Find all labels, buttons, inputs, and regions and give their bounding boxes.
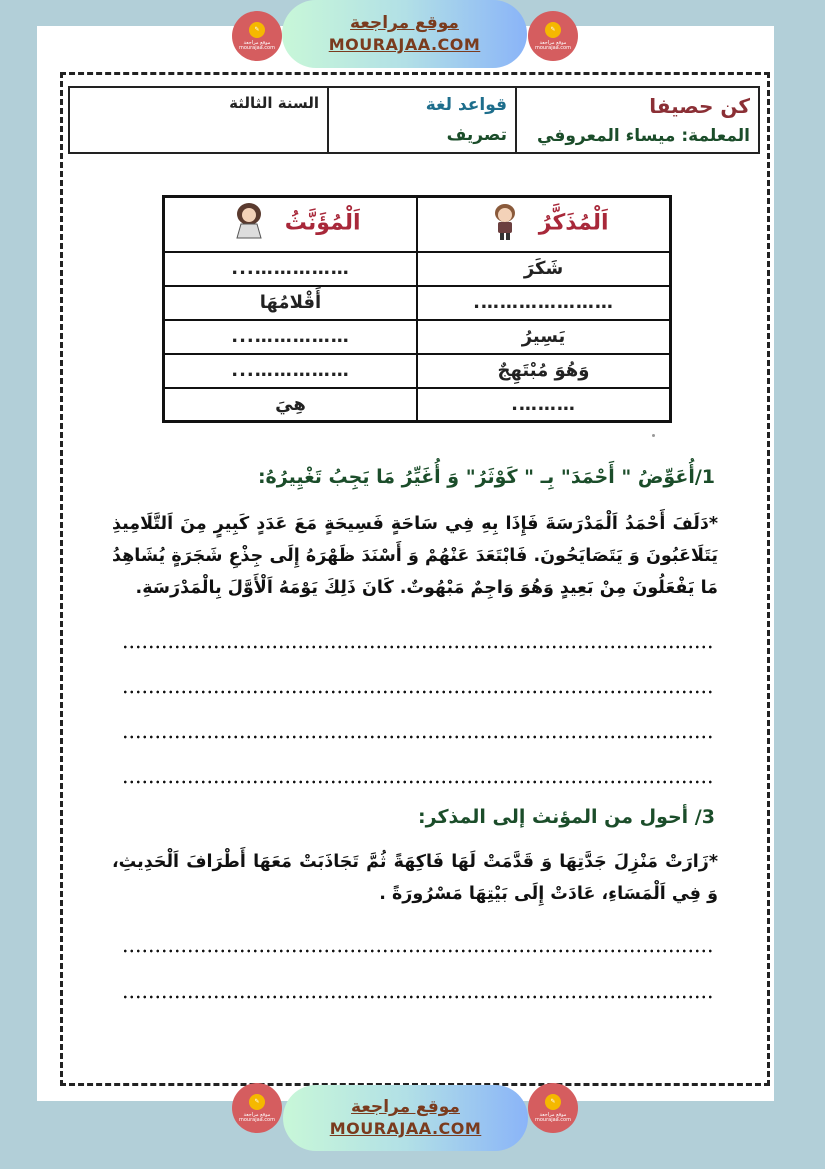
logo-caption: موقع مراجعة mourajaa.com <box>238 1111 275 1123</box>
answer-line-1[interactable] <box>122 645 714 649</box>
feminine-cell: هِيَ <box>164 388 418 422</box>
student-motto: كن حصيفا <box>649 94 750 118</box>
table-row <box>164 354 671 388</box>
header-year-cell <box>70 88 327 152</box>
worksheet-header <box>68 86 760 154</box>
table-header-row <box>164 197 671 252</box>
book-icon: ✎ <box>545 1094 561 1110</box>
banner-site-link[interactable]: MOURAJAA.COM <box>328 35 481 54</box>
school-year: السنة الثالثة <box>229 94 319 112</box>
question-3-title: 3/ أحول من المؤنث إلى المذكر: <box>418 806 715 828</box>
site-logo-right-top[interactable] <box>528 11 578 61</box>
logo-caption: موقع مراجعة mourajaa.com <box>534 1111 571 1123</box>
answer-line-5[interactable] <box>122 949 714 953</box>
answer-line-4[interactable] <box>122 780 714 784</box>
table-row <box>164 252 671 286</box>
logo-caption: موقع مراجعة mourajaa.com <box>534 39 571 51</box>
masculine-header-cell <box>417 197 671 252</box>
logo-caption: موقع مراجعة mourajaa.com <box>238 39 275 51</box>
answer-line-6[interactable] <box>122 995 714 999</box>
feminine-header-cell <box>164 197 418 252</box>
header-name-cell <box>515 88 758 152</box>
question-3-passage: *زَارَتْ مَنْزِلَ جَدَّتِهَا وَ قَدَّمَتْ لَهَا فَاكِهَةً ثُمَّ تَجَاذَبَتْ مَعَهَا أَطْرَافَ اَلْحَدِيثِ، وَ فِي اَلْمَسَاءِ، عَادَتْ إِلَى بَيْتِهَا مَسْرُورَةً . <box>112 852 718 904</box>
book-icon: ✎ <box>249 22 265 38</box>
girl-icon <box>234 202 264 247</box>
site-banner-bottom[interactable] <box>283 1085 528 1151</box>
table-row <box>164 286 671 320</box>
boy-icon <box>492 203 518 246</box>
table-row <box>164 320 671 354</box>
masculine-answer-field[interactable]: …………………. <box>417 286 671 320</box>
feminine-answer-field[interactable]: ……………... <box>164 252 418 286</box>
feminine-answer-field[interactable]: ……………... <box>164 320 418 354</box>
banner-arabic-title: موقع مراجعة <box>350 13 459 33</box>
site-logo-right-bottom[interactable] <box>528 1083 578 1133</box>
answer-line-3[interactable] <box>122 735 714 739</box>
feminine-cell: أَقْلامُهَا <box>164 286 418 320</box>
teacher-name: المعلمة: ميساء المعروفي <box>537 126 750 146</box>
question-1-passage: *دَلَفَ أَحْمَدُ اَلْمَدْرَسَةَ فَإِذَا بِهِ فِي سَاحَةٍ فَسِيحَةٍ مَعَ عَدَدٍ كَبِيرٍ مِنَ اَلتَّلَامِيذِ يَتَلَاعَبُونَ وَ يَتَصَايَحُونَ. فَابْتَعَدَ عَنْهُمْ وَ أَسْنَدَ ظَهْرَهُ إِلَى جِذْعِ شَجَرَةٍ يُشَاهِدُ مَا يَفْعَلُونَ مِنْ بَعِيدٍ وَهُوَ وَاجِمٌ مَبْهُوتٌ. كَانَ ذَلِكَ يَوْمَهُ اَلْأَوَّلَ بِالْمَدْرَسَةِ. <box>112 514 718 598</box>
masculine-cell: وَهُوَ مُبْتَهِجٌ <box>417 354 671 388</box>
feminine-header: اَلْمُؤَنَّثُ <box>284 210 361 236</box>
masculine-cell: شَكَرَ <box>417 252 671 286</box>
masculine-cell: يَسِيرُ <box>417 320 671 354</box>
masculine-feminine-table <box>162 195 672 423</box>
book-icon: ✎ <box>249 1094 265 1110</box>
site-banner-top[interactable] <box>282 0 527 68</box>
answer-line-2[interactable] <box>122 690 714 694</box>
scan-artifact <box>652 434 655 437</box>
book-icon: ✎ <box>545 22 561 38</box>
masculine-answer-field[interactable]: ………. <box>417 388 671 422</box>
banner-site-link[interactable]: MOURAJAA.COM <box>329 1119 482 1138</box>
subject-title: قواعد لغة <box>425 95 507 115</box>
question-1-title: 1/أُعَوِّضُ " أَحْمَدَ" بِـ " كَوْثَرُ" وَ أُغَيِّرُ مَا يَجِبُ تَغْيِيرُهُ: <box>257 466 715 488</box>
site-logo-left-top[interactable] <box>232 11 282 61</box>
table-row <box>164 388 671 422</box>
banner-arabic-title: موقع مراجعة <box>351 1097 460 1117</box>
masculine-header: اَلْمُذَكَّرُ <box>538 210 609 236</box>
subject-topic: تصريف <box>446 125 507 145</box>
feminine-answer-field[interactable]: ……………... <box>164 354 418 388</box>
header-subject-cell <box>327 88 515 152</box>
site-logo-left-bottom[interactable] <box>232 1083 282 1133</box>
